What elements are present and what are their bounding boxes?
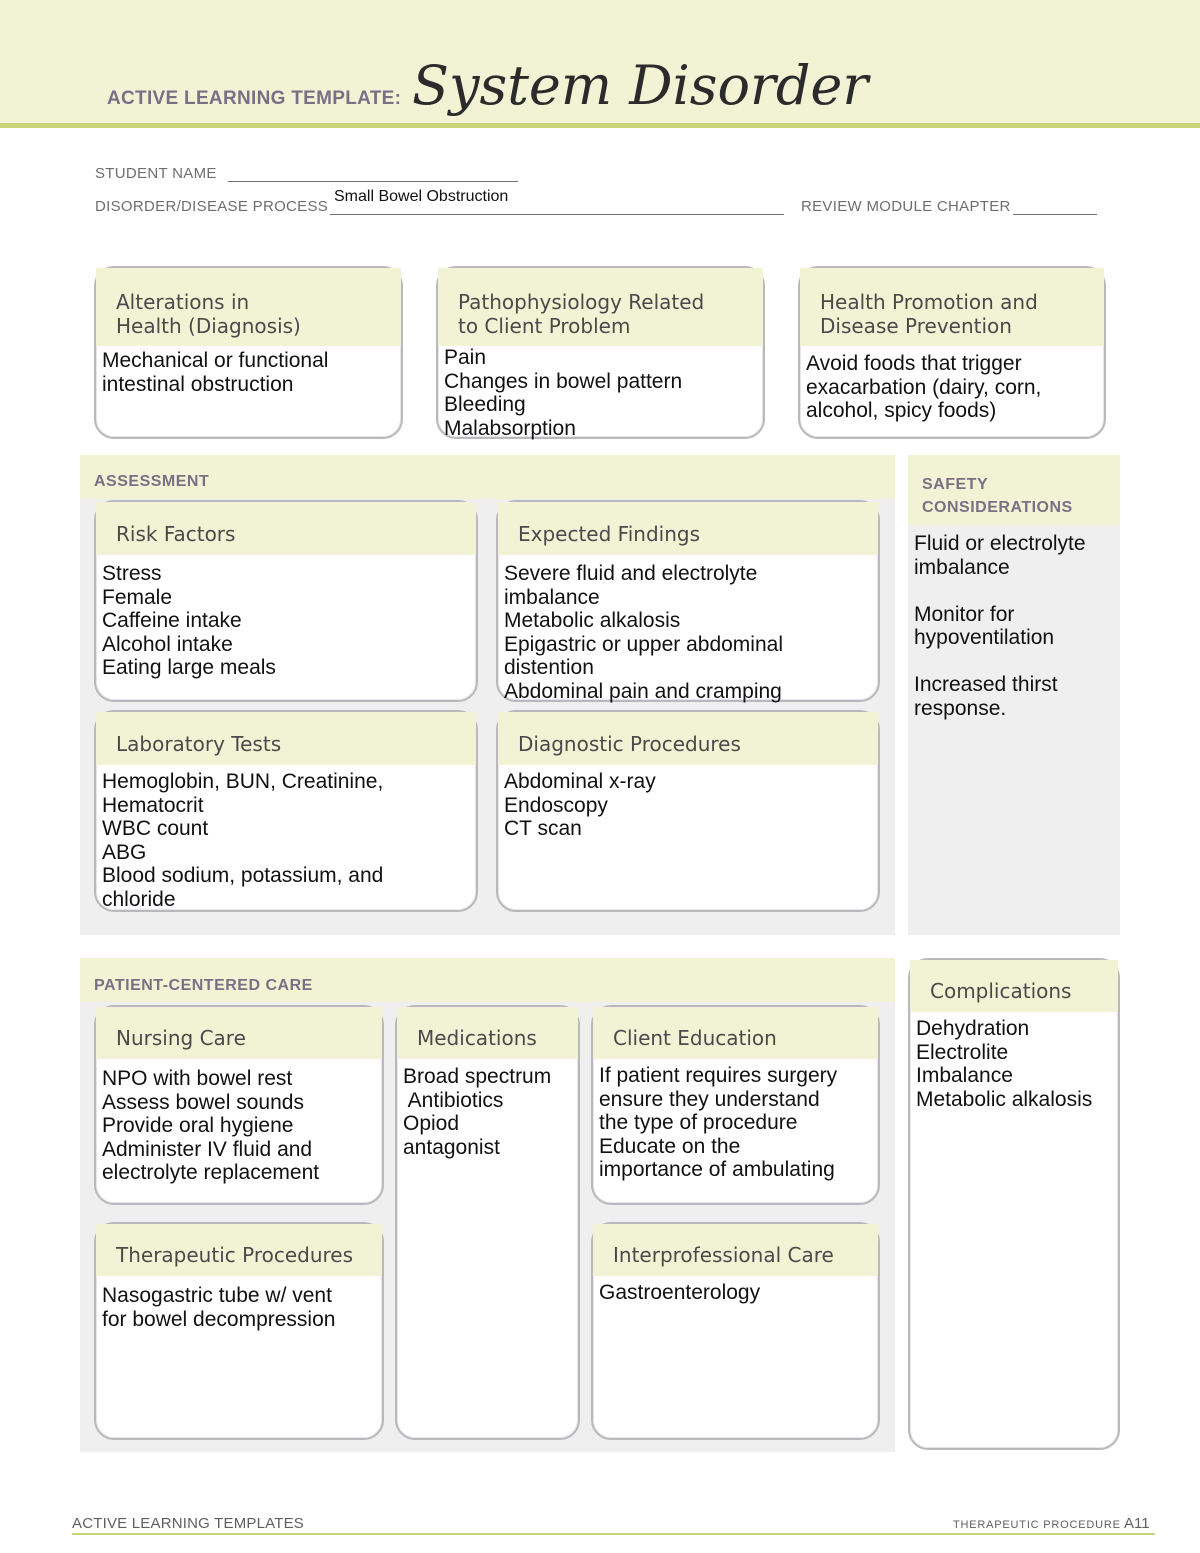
health-promotion-title-2: Disease Prevention	[820, 314, 1012, 338]
nursing-care-body	[96, 1059, 382, 1207]
text-line: Imbalance	[916, 1064, 1013, 1087]
pathophysiology-box	[436, 266, 765, 439]
client-education-title: Client Education	[613, 1026, 777, 1050]
text-line: hypoventilation	[914, 626, 1055, 649]
text-line	[914, 650, 1118, 674]
alterations-title-1: Alterations in	[116, 290, 250, 314]
patient-centered-care-title: PATIENT-CENTERED CARE	[94, 977, 313, 994]
text-line: Gastroenterology	[599, 1281, 761, 1304]
risk-factors-title: Risk Factors	[116, 522, 236, 546]
alterations-body	[96, 346, 401, 409]
assessment-title: ASSESSMENT	[94, 473, 210, 490]
text-line: Eating large meals	[102, 656, 276, 679]
interprofessional-care-title: Interprofessional Care	[613, 1243, 834, 1267]
text-line: Metabolic alkalosis	[504, 609, 681, 632]
student-name-label: STUDENT NAME	[95, 165, 217, 182]
interprofessional-care-box	[591, 1222, 880, 1440]
expected-findings-box	[496, 500, 880, 702]
disorder-value: Small Bowel Obstruction	[334, 188, 509, 205]
disorder-label: DISORDER/DISEASE PROCESS	[95, 198, 329, 215]
text-line: Stress	[102, 562, 162, 585]
risk-factors-head	[96, 502, 476, 555]
text-line: WBC count	[102, 817, 209, 840]
text-line: Female	[102, 585, 173, 609]
text-line: Bleeding	[444, 393, 526, 416]
text-line: electrolyte replacement	[102, 1161, 320, 1184]
text-line: Monitor for	[914, 602, 1015, 626]
diagnostic-procedures-box	[496, 710, 880, 912]
text-line: Hemoglobin, BUN, Creatinine,	[102, 770, 384, 793]
complications-head	[910, 960, 1118, 1012]
text-line: Endoscopy	[504, 793, 608, 817]
diagnostic-procedures-title: Diagnostic Procedures	[518, 732, 741, 756]
therapeutic-procedures-title: Therapeutic Procedures	[116, 1243, 354, 1267]
text-line: importance of ambulating	[599, 1158, 835, 1181]
safety-title	[922, 473, 1073, 519]
text-line: ensure they understand	[599, 1087, 820, 1111]
alterations-box	[94, 266, 403, 439]
pathophysiology-head	[438, 268, 763, 346]
text-line: distention	[504, 656, 594, 679]
pathophysiology-title-2: to Client Problem	[458, 314, 631, 338]
text-line: NPO with bowel rest	[102, 1067, 293, 1090]
complications-title: Complications	[930, 979, 1072, 1003]
complications-box	[908, 958, 1120, 1450]
diagnostic-procedures-body	[498, 765, 878, 897]
footer-left: ACTIVE LEARNING TEMPLATES	[72, 1515, 304, 1532]
text-line: chloride	[102, 887, 176, 911]
risk-factors-box	[94, 500, 478, 702]
text-line: Opiod	[403, 1112, 460, 1135]
laboratory-tests-head	[96, 712, 476, 765]
page-number: A11	[1124, 1515, 1150, 1532]
medications-head	[397, 1007, 578, 1059]
text-line: Broad spectrum	[403, 1065, 552, 1088]
therapeutic-procedures-box	[94, 1222, 384, 1440]
laboratory-tests-box	[94, 710, 478, 912]
interprofessional-care-body	[593, 1276, 878, 1431]
review-module-field[interactable]	[1013, 200, 1097, 215]
text-line: Pain	[444, 346, 487, 369]
pathophysiology-title-1: Pathophysiology Related	[458, 290, 705, 314]
text-line	[914, 579, 1118, 603]
text-line: exacarbation (dairy, corn,	[806, 375, 1042, 399]
text-line: Educate on the	[599, 1134, 741, 1158]
client-education-body	[593, 1059, 878, 1204]
health-promotion-title-1: Health Promotion and	[820, 290, 1038, 314]
medications-box	[395, 1005, 580, 1440]
medications-body	[397, 1059, 578, 1435]
therapeutic-procedures-body	[96, 1276, 382, 1434]
text-line: Epigastric or upper abdominal	[504, 632, 783, 656]
therapeutic-procedures-head	[96, 1224, 382, 1276]
footer-section-label: THERAPEUTIC PROCEDURE	[953, 1519, 1121, 1531]
pathophysiology-body	[438, 346, 763, 440]
text-line: imbalance	[504, 585, 600, 609]
text-line: Metabolic alkalosis	[916, 1087, 1093, 1111]
health-promotion-body	[800, 346, 1104, 432]
text-line: Abdominal pain and cramping	[504, 679, 782, 703]
interprofessional-care-head	[593, 1224, 878, 1276]
health-promotion-head	[800, 268, 1104, 346]
alterations-head	[96, 268, 401, 346]
text-line: Blood sodium, potassium, and	[102, 864, 384, 887]
text-line: intestinal obstruction	[102, 372, 294, 396]
text-line: CT scan	[504, 817, 582, 840]
diagnostic-procedures-head	[498, 712, 878, 765]
safety-title-2: CONSIDERATIONS	[922, 499, 1073, 516]
risk-factors-body	[96, 555, 476, 689]
text-line: Electrolite	[916, 1040, 1009, 1064]
safety-body	[914, 532, 1118, 720]
nursing-care-title: Nursing Care	[116, 1026, 246, 1050]
expected-findings-head	[498, 502, 878, 555]
text-line: Antibiotics	[403, 1088, 504, 1112]
complications-body	[910, 1012, 1118, 1417]
text-line: Dehydration	[916, 1017, 1030, 1040]
text-line: Nasogastric tube w/ vent	[102, 1284, 332, 1307]
safety-title-1: SAFETY	[922, 476, 989, 493]
template-label: ACTIVE LEARNING TEMPLATE:	[107, 88, 402, 109]
text-line: Caffeine intake	[102, 609, 242, 632]
text-line: Malabsorption	[444, 416, 576, 440]
health-promotion-box	[798, 266, 1106, 439]
text-line: Fluid or electrolyte	[914, 532, 1086, 555]
text-line: Assess bowel sounds	[102, 1090, 304, 1114]
client-education-head	[593, 1007, 878, 1059]
text-line: for bowel decompression	[102, 1307, 336, 1331]
text-line: Abdominal x-ray	[504, 770, 656, 793]
text-line: Increased thirst	[914, 673, 1058, 696]
text-line: Severe fluid and electrolyte	[504, 562, 758, 585]
text-line: antagonist	[403, 1135, 500, 1159]
text-line: Mechanical or functional	[102, 349, 329, 372]
text-line: imbalance	[914, 555, 1010, 579]
text-line: Administer IV fluid and	[102, 1137, 313, 1161]
text-line: response.	[914, 696, 1007, 720]
text-line: Alcohol intake	[102, 632, 233, 656]
laboratory-tests-title: Laboratory Tests	[116, 732, 282, 756]
header-rule	[0, 123, 1200, 128]
expected-findings-body	[498, 555, 878, 703]
footer-rule	[72, 1533, 1155, 1535]
expected-findings-title: Expected Findings	[518, 522, 700, 546]
medications-title: Medications	[417, 1026, 537, 1050]
nursing-care-head	[96, 1007, 382, 1059]
nursing-care-box	[94, 1005, 384, 1205]
text-line: If patient requires surgery	[599, 1064, 838, 1087]
text-line: Avoid foods that trigger	[806, 352, 1022, 375]
text-line: Provide oral hygiene	[102, 1114, 294, 1137]
page-title: System Disorder	[412, 54, 869, 117]
student-name-field[interactable]	[228, 167, 518, 182]
text-line: ABG	[102, 840, 147, 864]
text-line: alcohol, spicy foods)	[806, 399, 997, 422]
text-line: Changes in bowel pattern	[444, 369, 683, 393]
laboratory-tests-body	[96, 765, 476, 911]
text-line: Hematocrit	[102, 793, 204, 817]
text-line: the type of procedure	[599, 1111, 798, 1134]
client-education-box	[591, 1005, 880, 1205]
review-module-label: REVIEW MODULE CHAPTER	[801, 198, 1011, 215]
alterations-title-2: Health (Diagnosis)	[116, 314, 301, 338]
